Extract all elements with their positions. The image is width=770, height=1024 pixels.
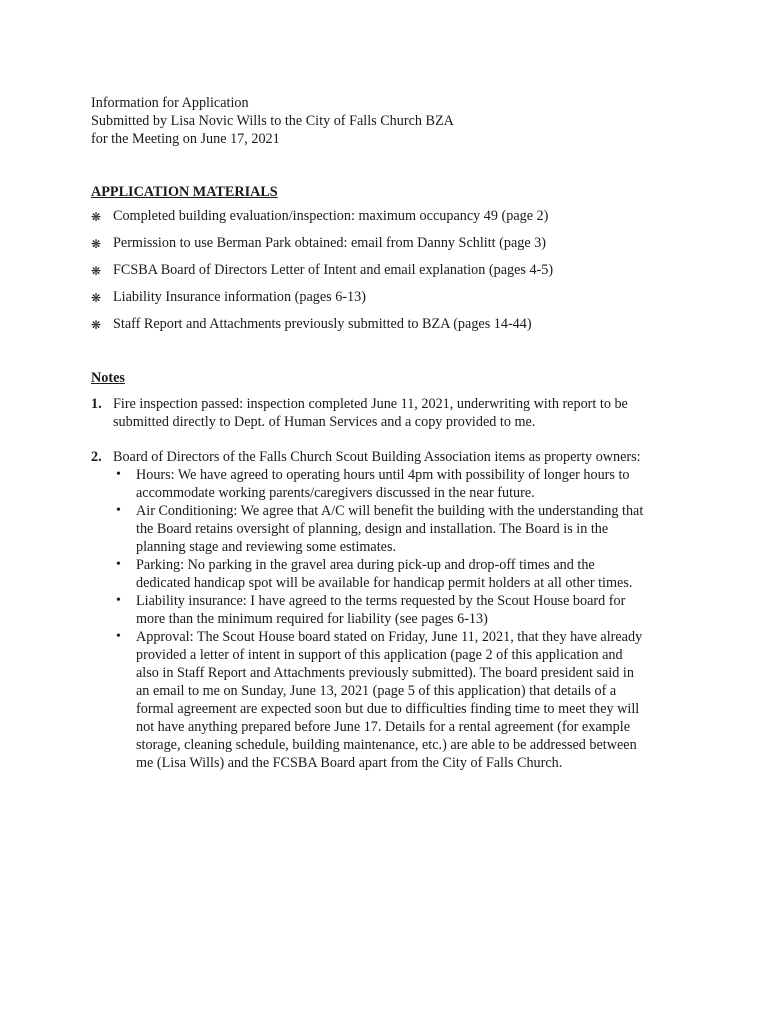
owner-item-hours: [113, 466, 643, 502]
bullet-icon: •: [116, 467, 121, 482]
owner-item-parking: [113, 556, 643, 592]
owner-item-line: dedicated handicap spot will be available for handicap permit holders at all other times.: [136, 575, 633, 591]
owner-item-line: an email to me on Sunday, June 13, 2021 (page 5 of this application) that details of a: [136, 683, 617, 699]
materials-heading: APPLICATION MATERIALS: [91, 184, 278, 200]
owner-item-air-conditioning: [113, 502, 643, 556]
note-line: Fire inspection passed: inspection completed June 11, 2021, underwriting with report to be: [113, 396, 628, 412]
materials-list-item: [91, 208, 553, 235]
materials-item-text: Staff Report and Attachments previously submitted to BZA (pages 14-44): [113, 316, 532, 332]
owner-item-line: storage, cleaning schedule, building maintenance, etc.) are able to be addressed between: [136, 737, 637, 753]
owner-item-line: also in Staff Report and Attachments previously submitted). The board president said in: [136, 665, 634, 681]
owner-item-line: formal agreement are expected soon but due to difficulties finding time to meet they will: [136, 701, 640, 717]
materials-item-text: Permission to use Berman Park obtained: email from Danny Schlitt (page 3): [113, 235, 547, 251]
owner-item-approval: [113, 628, 643, 772]
materials-list: [91, 208, 553, 343]
flower-bullet-icon: ❋: [91, 318, 102, 332]
owner-item-line: accommodate working parents/caregivers discussed in the near future.: [136, 485, 535, 501]
header-line-3: for the Meeting on June 17, 2021: [91, 131, 280, 147]
owner-item-line: Approval: The Scout House board stated on Friday, June 11, 2021, that they have already: [136, 629, 643, 645]
header-line-1: Information for Application: [91, 95, 249, 111]
bullet-icon: •: [116, 503, 121, 518]
owner-item-line: more than the minimum required for liability (see pages 6-13): [136, 611, 488, 627]
document-header: [91, 94, 454, 148]
bullet-icon: •: [116, 629, 121, 644]
note-number: 2.: [91, 449, 102, 465]
owner-item-line: Air Conditioning: We agree that A/C will benefit the building with the understanding that: [136, 503, 644, 519]
materials-item-text: FCSBA Board of Directors Letter of Intent and email explanation (pages 4-5): [113, 262, 554, 278]
materials-list-item: [91, 316, 553, 343]
owner-item-line: Parking: No parking in the gravel area during pick-up and drop-off times and the: [136, 557, 595, 573]
note-item-1: [91, 395, 628, 431]
header-line-2: Submitted by Lisa Novic Wills to the City of Falls Church BZA: [91, 113, 454, 129]
flower-bullet-icon: ❋: [91, 264, 102, 278]
owner-item-line: Hours: We have agreed to operating hours until 4pm with possibility of longer hours to: [136, 467, 630, 483]
note-number: 1.: [91, 396, 102, 412]
notes-heading: Notes: [91, 370, 125, 386]
bullet-icon: •: [116, 557, 121, 572]
owner-item-line: not have anything prepared before June 17. Details for a rental agreement (for example: [136, 719, 630, 735]
owner-item-line: planning stage and reviewing some estimates.: [136, 539, 397, 555]
materials-list-item: [91, 235, 553, 262]
flower-bullet-icon: ❋: [91, 291, 102, 305]
flower-bullet-icon: ❋: [91, 237, 102, 251]
owner-item-liability: [113, 592, 643, 628]
owner-item-line: me (Lisa Wills) and the FCSBA Board apart from the City of Falls Church.: [136, 755, 563, 771]
owner-items-list: [113, 466, 643, 772]
owner-item-line: the Board retains oversight of planning, design and installation. The Board is in the: [136, 521, 609, 537]
owner-item-line: provided a letter of intent in support of this application (page 2 of this application and: [136, 647, 623, 663]
owner-item-line: Liability insurance: I have agreed to the terms requested by the Scout House board for: [136, 593, 626, 609]
bullet-icon: •: [116, 593, 121, 608]
materials-list-item: [91, 289, 553, 316]
note-item-2: [91, 448, 643, 772]
materials-list-item: [91, 262, 553, 289]
note-intro: Board of Directors of the Falls Church Scout Building Association items as property owners:: [113, 449, 641, 465]
flower-bullet-icon: ❋: [91, 210, 102, 224]
note-line: submitted directly to Dept. of Human Services and a copy provided to me.: [113, 414, 536, 430]
materials-item-text: Completed building evaluation/inspection: maximum occupancy 49 (page 2): [113, 208, 549, 224]
materials-item-text: Liability Insurance information (pages 6-13): [113, 289, 366, 305]
